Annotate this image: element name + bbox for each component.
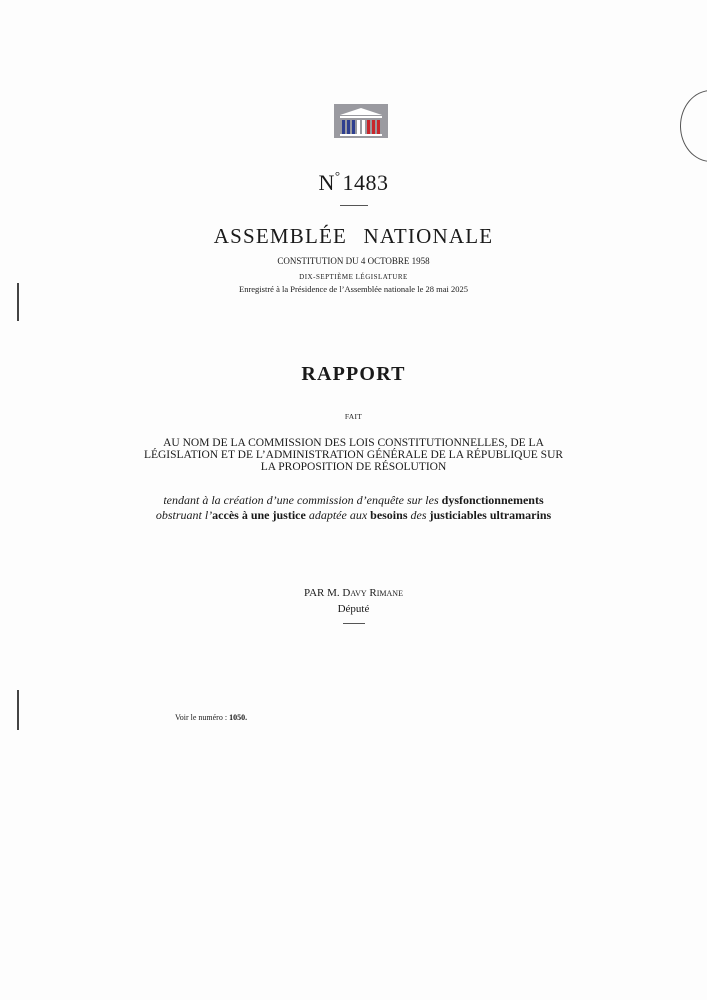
logo-column-4: [357, 120, 360, 134]
author-name: Davy Rimane: [342, 587, 403, 599]
commission-line-2: LÉGISLATION ET DE L’ADMINISTRATION GÉNÉRALE DE LA RÉPUBLIQUE SUR: [143, 449, 564, 461]
author-role: Député: [337, 603, 370, 615]
logo-column-3: [352, 120, 355, 134]
number-degree: °: [334, 168, 341, 183]
assemblee-nationale-logo: [334, 104, 388, 138]
scan-margin-mark-bottom: [17, 690, 19, 730]
binder-hole-mark: [680, 90, 707, 162]
logo-column-5: [362, 120, 365, 134]
number-value: 1483: [342, 170, 389, 195]
assembly-title: ASSEMBLÉE NATIONALE: [213, 224, 494, 248]
logo-column-8: [377, 120, 380, 134]
subject-line-2: obstruant l’accès à une justice adaptée aux besoins des justiciables ultramarins: [155, 508, 552, 522]
divider-under-number: [340, 205, 368, 206]
fait-label: FAIT: [344, 412, 363, 421]
legislature-line: DIX-SEPTIÈME LÉGISLATURE: [299, 273, 408, 281]
resolution-subject: [0, 493, 707, 523]
commission-text: [0, 437, 707, 473]
registration-line: Enregistré à la Présidence de l’Assemblée nationale le 28 mai 2025: [239, 284, 468, 294]
logo-column-6: [367, 120, 370, 134]
subject-line-1: tendant à la création d’une commission d’enquête sur les dysfonctionnements: [163, 493, 544, 507]
commission-line-3: LA PROPOSITION DE RÉSOLUTION: [260, 461, 447, 473]
logo-column-7: [372, 120, 375, 134]
logo-entablature: [340, 116, 382, 118]
report-title: RAPPORT: [301, 363, 406, 385]
constitution-line: CONSTITUTION DU 4 OCTOBRE 1958: [277, 256, 430, 266]
logo-base: [340, 134, 382, 136]
logo-column-1: [342, 120, 345, 134]
author-line: PAR M. Davy Rimane: [304, 587, 403, 599]
document-number: [0, 170, 707, 196]
commission-line-1: AU NOM DE LA COMMISSION DES LOIS CONSTITUTIONNELLES, DE LA: [163, 437, 544, 449]
see-number-note: Voir le numéro : 1050.: [175, 713, 248, 722]
scan-margin-mark-top: [17, 283, 19, 321]
number-prefix: N: [318, 170, 335, 195]
divider-under-author: [343, 623, 365, 624]
logo-column-2: [347, 120, 350, 134]
